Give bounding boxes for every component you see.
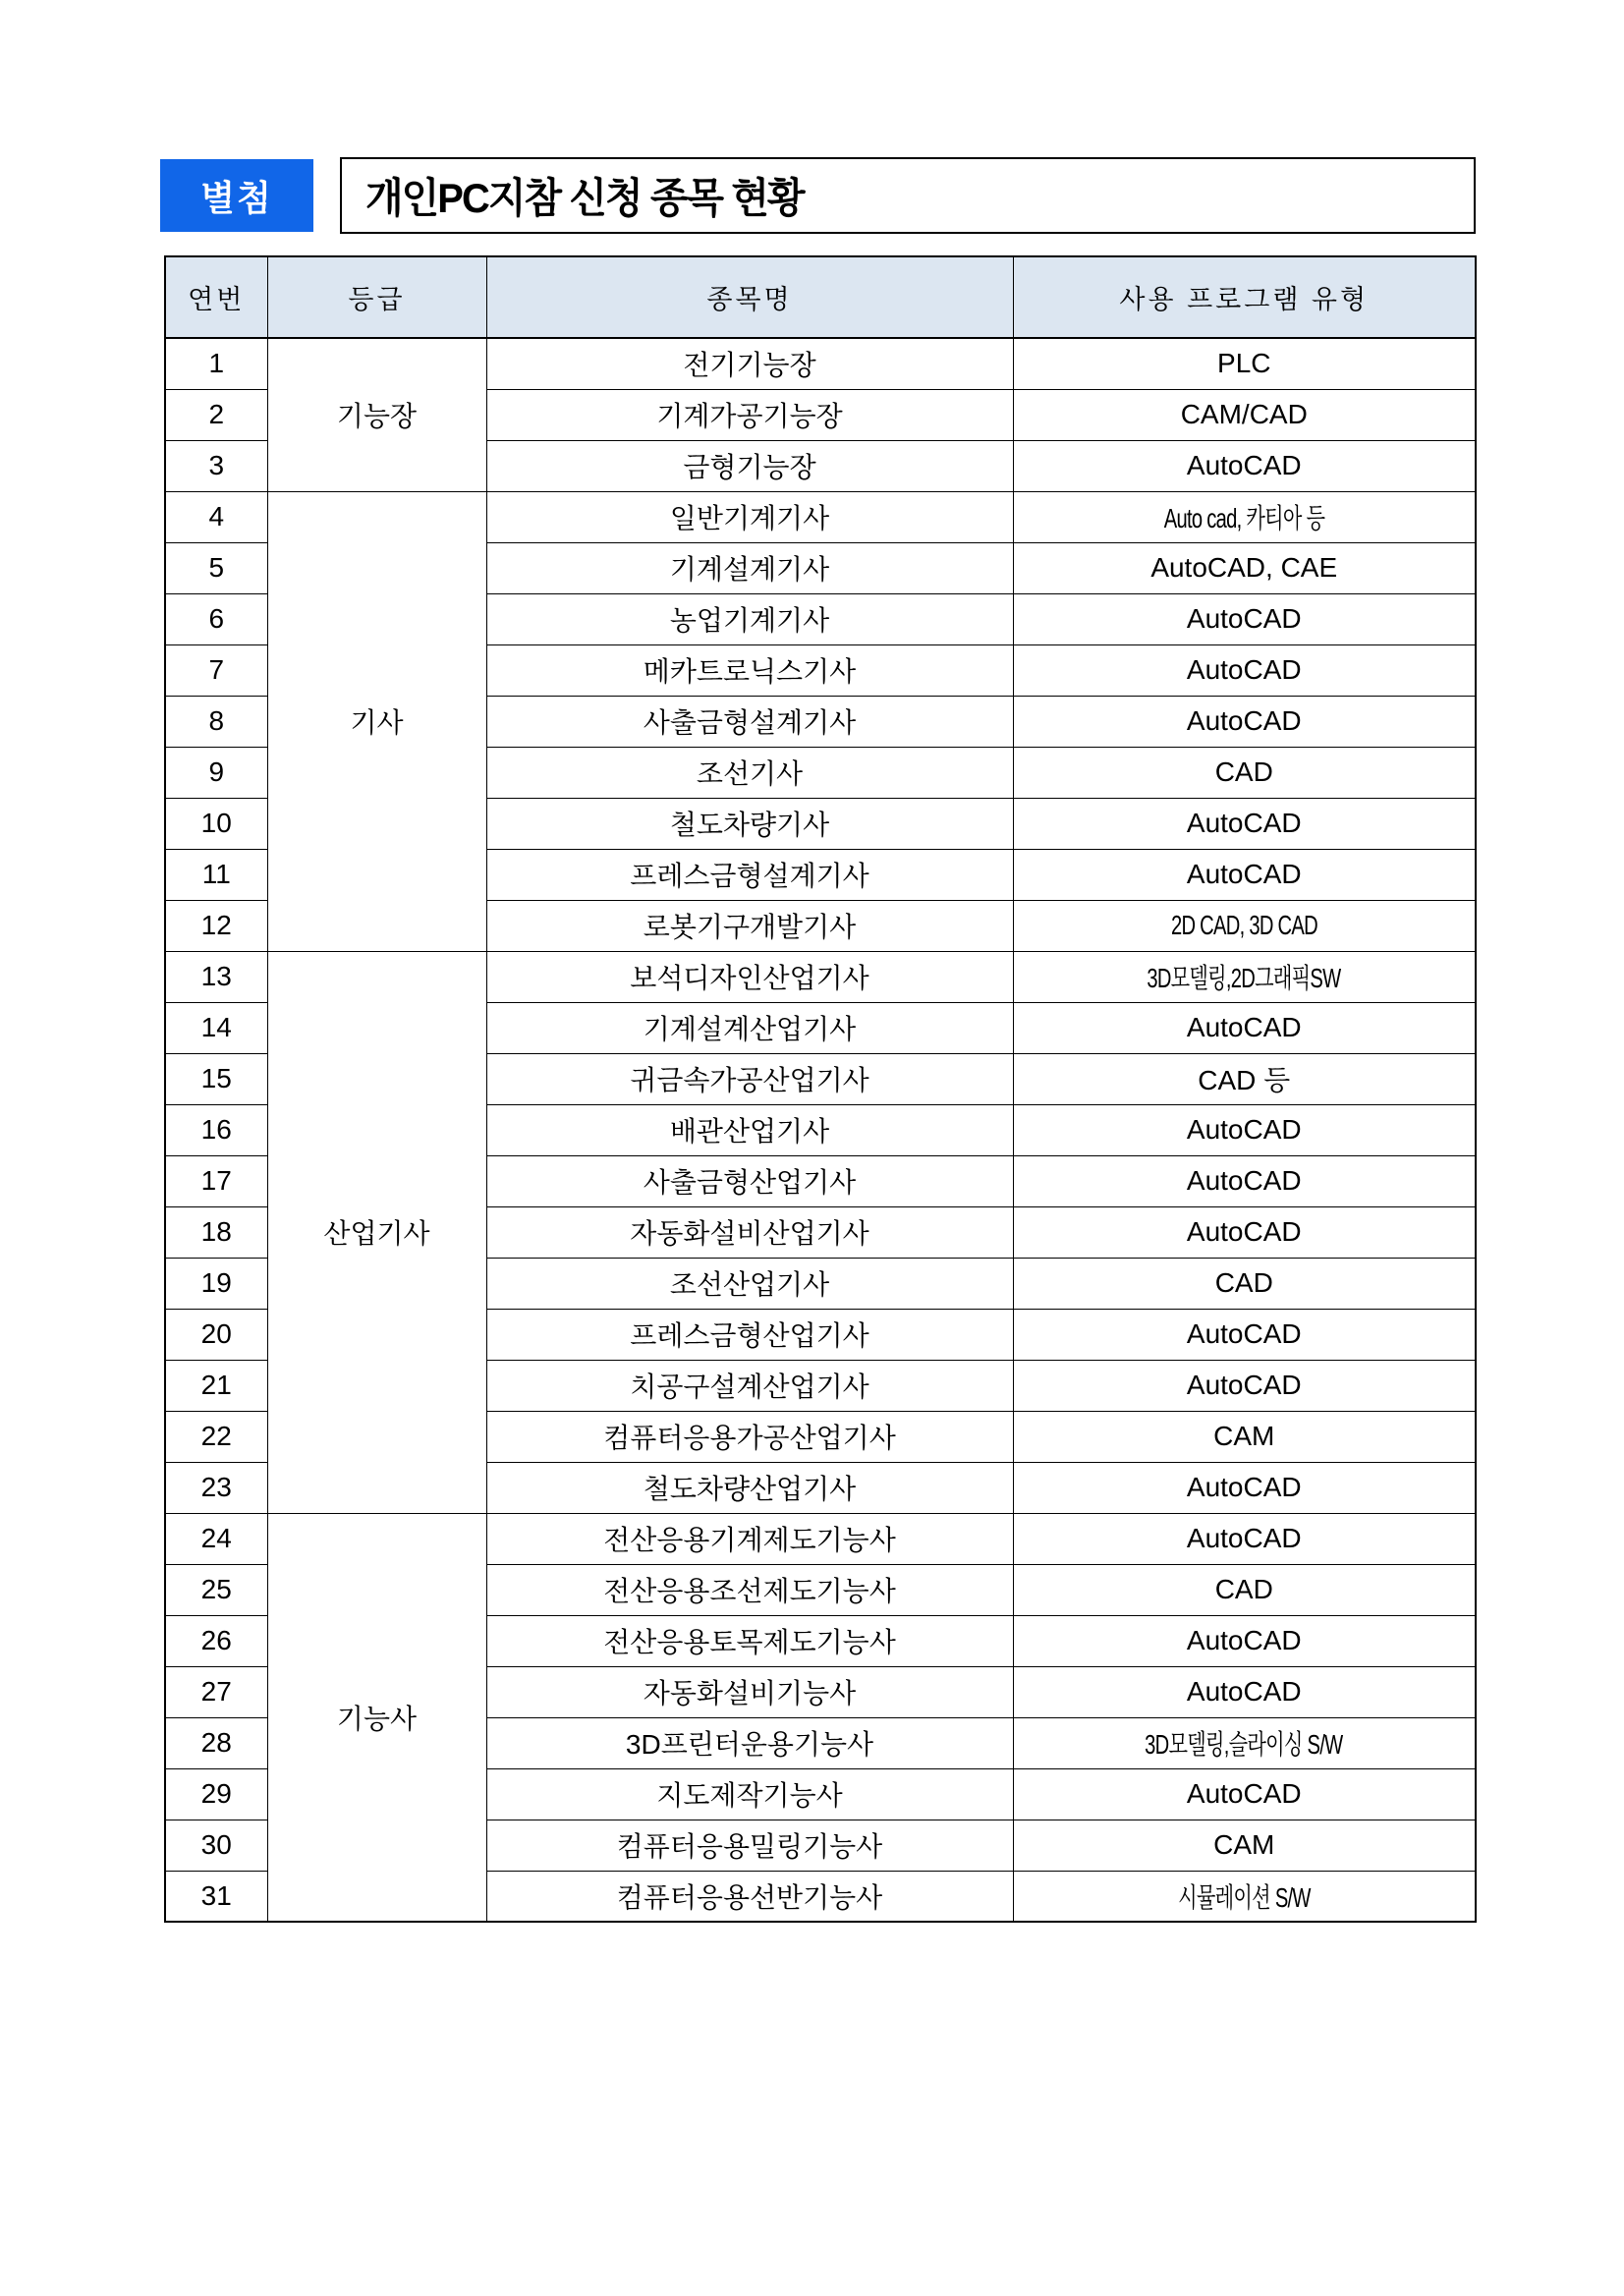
header-no: 연번 — [165, 256, 267, 338]
program-type-cell — [1013, 1871, 1476, 1922]
program-type-text: AutoCAD — [1186, 1472, 1302, 1502]
row-number-cell: 7 — [165, 644, 267, 696]
program-type-text: AutoCAD — [1186, 1370, 1302, 1400]
row-number-cell: 9 — [165, 747, 267, 798]
program-type-cell — [1013, 1155, 1476, 1206]
item-name-cell: 치공구설계산업기사 — [486, 1360, 1013, 1411]
item-name-cell: 컴퓨터응용선반기능사 — [486, 1871, 1013, 1922]
page-title: 개인PC지참 신청 종목 현황 — [365, 175, 804, 221]
row-number-cell: 27 — [165, 1666, 267, 1717]
program-type-cell — [1013, 440, 1476, 491]
program-type-cell — [1013, 1104, 1476, 1155]
row-number-cell: 1 — [165, 338, 267, 389]
program-type-text: CAM — [1213, 1421, 1275, 1451]
item-name-cell: 배관산업기사 — [486, 1104, 1013, 1155]
table-header-row — [165, 256, 1476, 338]
item-name-cell: 지도제작기능사 — [486, 1768, 1013, 1820]
grade-cell: 기능사 — [267, 1513, 486, 1922]
item-name-cell: 컴퓨터응용밀링기능사 — [486, 1820, 1013, 1871]
row-number-cell: 14 — [165, 1002, 267, 1053]
program-type-text: AutoCAD — [1186, 654, 1302, 685]
program-type-cell — [1013, 1002, 1476, 1053]
row-number-cell: 22 — [165, 1411, 267, 1462]
row-number-cell: 28 — [165, 1717, 267, 1768]
row-number-cell: 10 — [165, 798, 267, 849]
program-type-text: AutoCAD — [1186, 808, 1302, 838]
program-type-cell — [1013, 1462, 1476, 1513]
item-name-cell: 금형기능장 — [486, 440, 1013, 491]
program-type-cell — [1013, 1820, 1476, 1871]
program-type-text: AutoCAD — [1186, 1778, 1302, 1809]
row-number-cell: 21 — [165, 1360, 267, 1411]
row-number-cell: 17 — [165, 1155, 267, 1206]
item-name-cell: 로봇기구개발기사 — [486, 900, 1013, 951]
program-type-text: AutoCAD — [1186, 1625, 1302, 1655]
item-name-cell: 메카트로닉스기사 — [486, 644, 1013, 696]
program-type-text: CAD — [1214, 756, 1273, 787]
row-number-cell: 23 — [165, 1462, 267, 1513]
program-type-cell — [1013, 798, 1476, 849]
program-type-cell — [1013, 747, 1476, 798]
program-type-cell — [1013, 696, 1476, 747]
program-type-cell — [1013, 1666, 1476, 1717]
row-number-cell: 11 — [165, 849, 267, 900]
program-type-cell — [1013, 951, 1476, 1002]
program-type-text: Auto cad, 카티아 등 — [1163, 503, 1324, 533]
program-type-text: CAD — [1214, 1574, 1273, 1604]
program-type-text: AutoCAD — [1186, 1165, 1302, 1196]
program-type-text: CAD 등 — [1198, 1065, 1291, 1095]
row-number-cell: 13 — [165, 951, 267, 1002]
title-box — [340, 157, 1476, 234]
program-type-text: AutoCAD — [1186, 1216, 1302, 1247]
program-type-text: AutoCAD, CAE — [1150, 552, 1338, 583]
program-type-text: AutoCAD — [1186, 1114, 1302, 1145]
program-type-text: AutoCAD — [1186, 450, 1302, 480]
program-type-cell — [1013, 1717, 1476, 1768]
row-number-cell: 18 — [165, 1206, 267, 1258]
program-type-text: CAD — [1214, 1267, 1273, 1298]
item-name-cell: 귀금속가공산업기사 — [486, 1053, 1013, 1104]
row-number-cell: 4 — [165, 491, 267, 542]
row-number-cell: 3 — [165, 440, 267, 491]
item-name-cell: 자동화설비산업기사 — [486, 1206, 1013, 1258]
item-name-cell: 철도차량산업기사 — [486, 1462, 1013, 1513]
row-number-cell: 26 — [165, 1615, 267, 1666]
item-name-cell: 철도차량기사 — [486, 798, 1013, 849]
item-name-cell: 기계설계기사 — [486, 542, 1013, 593]
program-type-text: AutoCAD — [1186, 1676, 1302, 1707]
item-name-cell: 조선산업기사 — [486, 1258, 1013, 1309]
header-item-name: 종목명 — [486, 256, 1013, 338]
item-name-cell: 일반기계기사 — [486, 491, 1013, 542]
item-name-cell: 기계가공기능장 — [486, 389, 1013, 440]
item-name-cell: 기계설계산업기사 — [486, 1002, 1013, 1053]
program-type-cell — [1013, 849, 1476, 900]
item-name-cell: 프레스금형산업기사 — [486, 1309, 1013, 1360]
program-type-cell — [1013, 1360, 1476, 1411]
header-program-type: 사용 프로그램 유형 — [1013, 256, 1476, 338]
row-number-cell: 24 — [165, 1513, 267, 1564]
item-name-cell: 전산응용토목제도기능사 — [486, 1615, 1013, 1666]
program-type-cell — [1013, 900, 1476, 951]
row-number-cell: 29 — [165, 1768, 267, 1820]
item-name-cell: 전기기능장 — [486, 338, 1013, 389]
program-type-text: AutoCAD — [1186, 1523, 1302, 1553]
row-number-cell: 31 — [165, 1871, 267, 1922]
program-type-text: CAM — [1213, 1829, 1275, 1860]
item-name-cell: 농업기계기사 — [486, 593, 1013, 644]
row-number-cell: 20 — [165, 1309, 267, 1360]
program-type-cell — [1013, 338, 1476, 389]
program-type-text: 3D모델링,2D그래픽SW — [1147, 963, 1341, 993]
row-number-cell: 12 — [165, 900, 267, 951]
program-type-cell — [1013, 491, 1476, 542]
program-type-text: AutoCAD — [1186, 603, 1302, 634]
program-type-cell — [1013, 1258, 1476, 1309]
program-type-text: AutoCAD — [1186, 705, 1302, 736]
header-grade: 등급 — [267, 256, 486, 338]
item-name-cell: 3D프린터운용기능사 — [486, 1717, 1013, 1768]
grade-cell: 산업기사 — [267, 951, 486, 1513]
program-type-text: 3D모델링,슬라이싱 S/W — [1145, 1729, 1343, 1760]
row-number-cell: 15 — [165, 1053, 267, 1104]
item-name-cell: 프레스금형설계기사 — [486, 849, 1013, 900]
item-name-cell: 전산응용기계제도기능사 — [486, 1513, 1013, 1564]
row-number-cell: 5 — [165, 542, 267, 593]
table-row — [165, 951, 1476, 1002]
item-name-cell: 조선기사 — [486, 747, 1013, 798]
attachment-badge: 별첨 — [160, 159, 313, 232]
program-type-cell — [1013, 1053, 1476, 1104]
item-name-cell: 자동화설비기능사 — [486, 1666, 1013, 1717]
program-type-cell — [1013, 1411, 1476, 1462]
program-type-cell — [1013, 1513, 1476, 1564]
program-type-cell — [1013, 593, 1476, 644]
row-number-cell: 30 — [165, 1820, 267, 1871]
program-type-cell — [1013, 644, 1476, 696]
item-name-cell: 전산응용조선제도기능사 — [486, 1564, 1013, 1615]
row-number-cell: 2 — [165, 389, 267, 440]
row-number-cell: 25 — [165, 1564, 267, 1615]
program-type-text: AutoCAD — [1186, 1318, 1302, 1349]
program-type-cell — [1013, 542, 1476, 593]
item-name-cell: 보석디자인산업기사 — [486, 951, 1013, 1002]
grade-cell: 기능장 — [267, 338, 486, 491]
program-type-cell — [1013, 1309, 1476, 1360]
program-table — [164, 255, 1477, 1923]
program-type-cell — [1013, 1768, 1476, 1820]
grade-cell: 기사 — [267, 491, 486, 951]
table-body — [165, 338, 1476, 1922]
program-type-text: CAM/CAD — [1180, 399, 1308, 429]
item-name-cell: 컴퓨터응용가공산업기사 — [486, 1411, 1013, 1462]
table-row — [165, 1513, 1476, 1564]
item-name-cell: 사출금형설계기사 — [486, 696, 1013, 747]
row-number-cell: 19 — [165, 1258, 267, 1309]
program-type-text: AutoCAD — [1186, 1012, 1302, 1042]
table-row — [165, 491, 1476, 542]
program-type-cell — [1013, 1206, 1476, 1258]
program-type-cell — [1013, 1615, 1476, 1666]
program-type-text: PLC — [1217, 348, 1271, 379]
row-number-cell: 6 — [165, 593, 267, 644]
row-number-cell: 16 — [165, 1104, 267, 1155]
program-type-cell — [1013, 389, 1476, 440]
program-type-text: 2D CAD, 3D CAD — [1170, 910, 1317, 940]
item-name-cell: 사출금형산업기사 — [486, 1155, 1013, 1206]
program-type-text: AutoCAD — [1186, 859, 1302, 889]
program-type-text: 시뮬레이션 S/W — [1177, 1881, 1311, 1913]
program-type-cell — [1013, 1564, 1476, 1615]
row-number-cell: 8 — [165, 696, 267, 747]
table-row — [165, 338, 1476, 389]
